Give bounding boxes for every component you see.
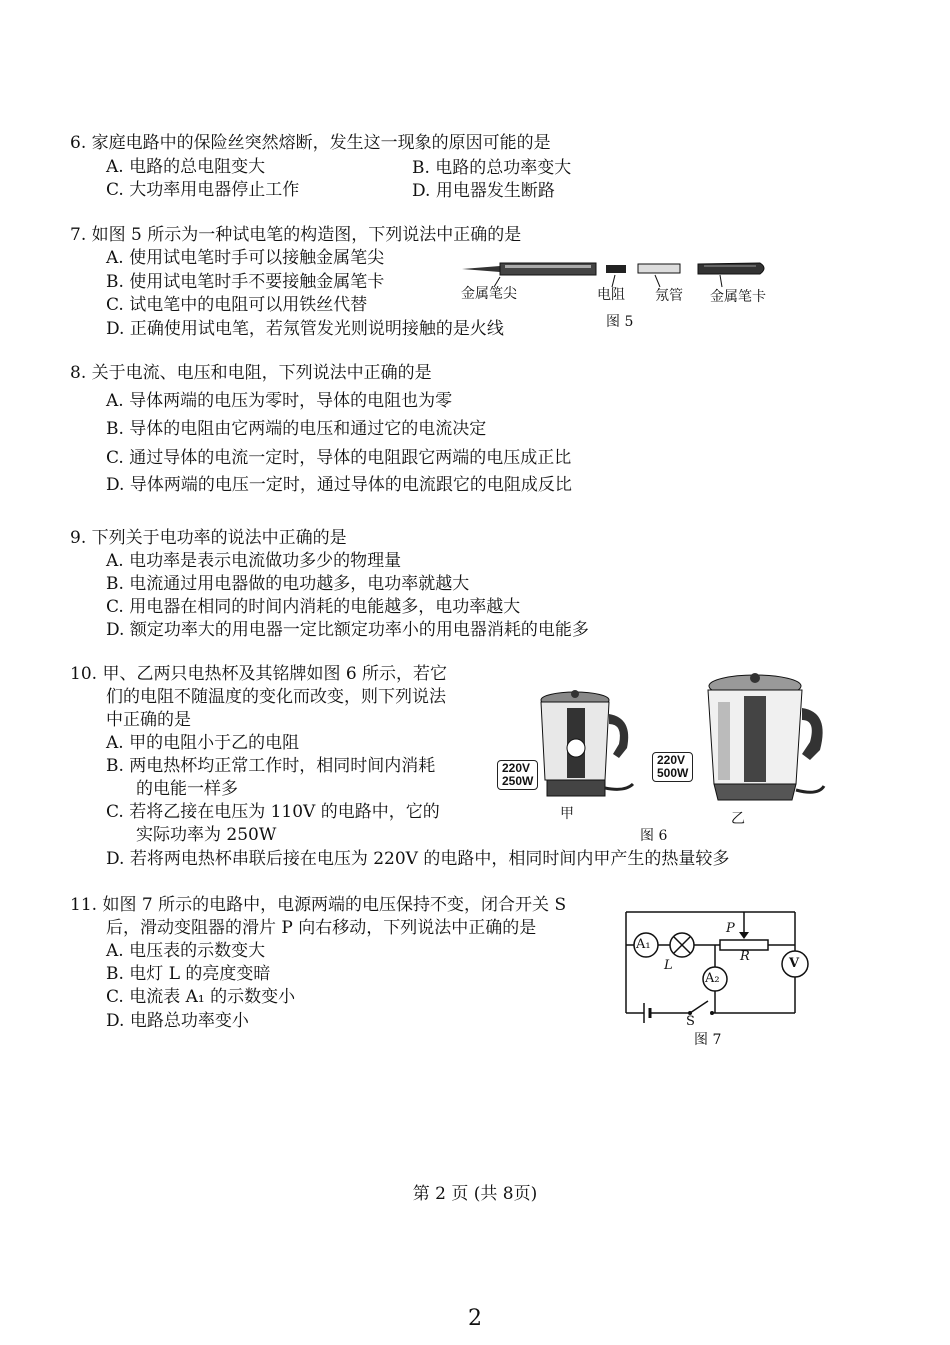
figure-6-jia-voltage: 220V [502, 761, 531, 775]
q10-option-a: A. 甲的电阻小于乙的电阻 [106, 733, 300, 753]
q10-stem-line1: 10. 甲、乙两只电热杯及其铭牌如图 6 所示，若它 [70, 664, 448, 684]
figure-5-label-resistor: 电阻 [597, 287, 625, 303]
figure-5-caption: 图 5 [606, 314, 634, 330]
figure-6-nameplate-yi [652, 752, 693, 782]
figure-6-kettle-yi [700, 672, 830, 807]
figure-6-label-yi: 乙 [731, 811, 745, 827]
page-footer: 第 2 页 (共 8页) [412, 1184, 538, 1204]
q9-option-d: D. 额定功率大的用电器一定比额定功率小的用电器消耗的电能多 [106, 620, 589, 640]
figure-7-lamp-label: L [664, 958, 673, 973]
figure-5-label-neon: 氖管 [655, 288, 683, 304]
figure-6-nameplate-jia [497, 760, 538, 790]
figure-7-rheostat-label: R [740, 949, 750, 964]
page-number: 2 [468, 1306, 482, 1331]
figure-5-label-tip: 金属笔尖 [461, 286, 517, 302]
q7-stem: 7. 如图 5 所示为一种试电笔的构造图，下列说法中正确的是 [70, 225, 522, 245]
figure-7-circuit [620, 905, 805, 1030]
q10-option-c-line1: C. 若将乙接在电压为 110V 的电路中，它的 [106, 802, 440, 822]
q7-option-d: D. 正确使用试电笔，若氖管发光则说明接触的是火线 [106, 319, 504, 339]
figure-6-caption: 图 6 [640, 828, 668, 844]
q11-stem-line1: 11. 如图 7 所示的电路中，电源两端的电压保持不变，闭合开关 S [70, 895, 567, 915]
q9-option-b: B. 电流通过用电器做的电功越多，电功率就越大 [106, 574, 470, 594]
q9-stem: 9. 下列关于电功率的说法中正确的是 [70, 528, 347, 548]
figure-6-label-jia: 甲 [560, 806, 574, 822]
q11-option-a: A. 电压表的示数变大 [106, 941, 266, 961]
q8-option-d: D. 导体两端的电压一定时，通过导体的电流跟它的电阻成反比 [106, 475, 572, 495]
q9-option-a: A. 电功率是表示电流做功多少的物理量 [106, 551, 402, 571]
q11-option-c: C. 电流表 A₁ 的示数变小 [106, 987, 296, 1007]
figure-6-yi-voltage: 220V [657, 753, 686, 767]
q10-stem-line3: 中正确的是 [106, 710, 191, 730]
q11-option-d: D. 电路总功率变小 [106, 1011, 249, 1031]
figure-7-voltmeter: V [789, 956, 800, 971]
figure-5-label-clip: 金属笔卡 [710, 289, 766, 305]
q11-option-b: B. 电灯 L 的亮度变暗 [106, 964, 271, 984]
q8-option-b: B. 导体的电阻由它两端的电压和通过它的电流决定 [106, 419, 487, 439]
q10-option-d: D. 若将两电热杯串联后接在电压为 220V 的电路中，相同时间内甲产生的热量较多 [106, 849, 730, 869]
figure-7-slider-label: P [726, 921, 735, 936]
figure-7-ammeter-a2: A₂ [705, 971, 720, 986]
q11-stem-line2: 后，滑动变阻器的滑片 P 向右移动，下列说法中正确的是 [106, 918, 537, 938]
q10-stem-line2: 们的电阻不随温度的变化而改变，则下列说法 [106, 687, 446, 707]
q7-option-c: C. 试电笔中的电阻可以用铁丝代替 [106, 295, 368, 315]
figure-6-jia-power: 250W [502, 774, 534, 788]
figure-7-switch-label: S [686, 1014, 695, 1029]
q9-option-c: C. 用电器在相同的时间内消耗的电能越多，电功率越大 [106, 597, 521, 617]
figure-7-ammeter-a1: A₁ [636, 937, 651, 952]
q10-option-b-line2: 的电能一样多 [136, 779, 238, 799]
figure-6-yi-power: 500W [657, 766, 689, 780]
q6-option-c: C. 大功率用电器停止工作 [106, 180, 300, 200]
q8-option-a: A. 导体两端的电压为零时，导体的电阻也为零 [106, 391, 453, 411]
q8-option-c: C. 通过导体的电流一定时，导体的电阻跟它两端的电压成正比 [106, 448, 572, 468]
q10-option-c-line2: 实际功率为 250W [136, 825, 277, 845]
q8-stem: 8. 关于电流、电压和电阻，下列说法中正确的是 [70, 363, 432, 383]
q7-option-b: B. 使用试电笔时手不要接触金属笔卡 [106, 272, 385, 292]
figure-6-kettle-jia [535, 688, 635, 803]
q10-option-b-line1: B. 两电热杯均正常工作时，相同时间内消耗 [106, 756, 436, 776]
q6-option-d: D. 用电器发生断路 [412, 181, 555, 201]
q6-option-a: A. 电路的总电阻变大 [106, 157, 266, 177]
q6-option-b: B. 电路的总功率变大 [412, 158, 572, 178]
q6-stem: 6. 家庭电路中的保险丝突然熔断，发生这一现象的原因可能的是 [70, 133, 551, 153]
figure-7-caption: 图 7 [694, 1032, 722, 1048]
q7-option-a: A. 使用试电笔时手可以接触金属笔尖 [106, 248, 385, 268]
